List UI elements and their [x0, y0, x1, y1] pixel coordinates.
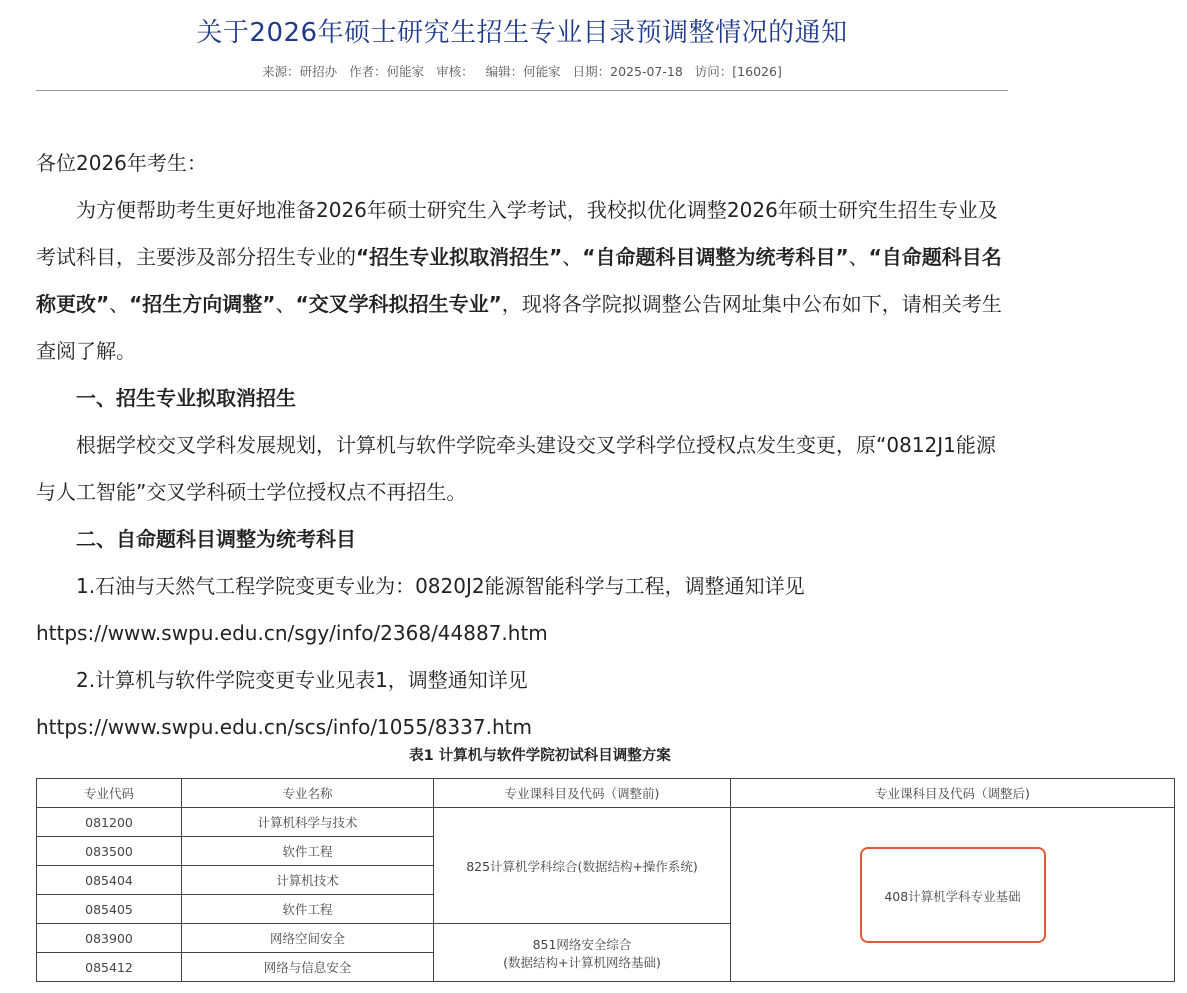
highlight-box: 408计算机学科专业基础: [860, 847, 1046, 943]
intro-sep-3: 、: [109, 292, 130, 316]
intro-sep-4: 、: [275, 292, 296, 316]
cell-code: 083900: [37, 924, 182, 953]
meta-reviewer: 审核：: [436, 64, 474, 79]
meta-editor: 编辑：何能家: [485, 64, 561, 79]
before-851-line2: (数据结构+计算机网络基础): [503, 954, 661, 970]
meta-visits: 访问：[16026]: [694, 64, 782, 79]
cell-code: 085404: [37, 866, 182, 895]
article-title: 关于2026年硕士研究生招生专业目录预调整情况的通知: [196, 18, 848, 48]
scs-notice-link[interactable]: https://www.swpu.edu.cn/scs/info/1055/8337.htm: [36, 715, 532, 739]
cell-name: 计算机技术: [182, 866, 434, 895]
cell-name: 软件工程: [182, 837, 434, 866]
highlight-direction: “招生方向调整”: [129, 292, 276, 316]
article-body: [36, 140, 1011, 751]
table-row: [37, 808, 1175, 837]
article-meta: [0, 62, 1044, 80]
header-after: 专业课科目及代码（调整后): [731, 779, 1175, 808]
header-name: 专业名称: [182, 779, 434, 808]
cell-code: 085412: [37, 953, 182, 982]
intro-sep-1: 、: [562, 245, 583, 269]
intro-tail: ，现将各学院拟调整公告网址集中公布如下，请相关考生查阅了解。: [36, 292, 1002, 363]
intro-paragraph: [36, 187, 1011, 375]
cell-name: 计算机科学与技术: [182, 808, 434, 837]
cell-before-825: 825计算机学科综合(数据结构+操作系统): [434, 808, 731, 924]
table1-caption: 表1 计算机与软件学院初试科目调整方案: [409, 748, 671, 764]
cell-name: 软件工程: [182, 895, 434, 924]
cell-code: 083500: [37, 837, 182, 866]
highlight-unified-exam: “自命题科目调整为统考科目”: [582, 245, 849, 269]
section2-heading: 二、自命题科目调整为统考科目: [76, 527, 356, 551]
header-code: 专业代码: [37, 779, 182, 808]
before-851-line1: 851网络安全综合: [532, 936, 632, 952]
cell-code: 081200: [37, 808, 182, 837]
meta-author: 作者：何能家: [349, 64, 425, 79]
intro-sep-2: 、: [848, 245, 869, 269]
header-before: 专业课科目及代码（调整前): [434, 779, 731, 808]
cell-name: 网络空间安全: [182, 924, 434, 953]
cell-before-851: [434, 924, 731, 982]
meta-source: 来源：研招办: [262, 64, 338, 79]
intro-text: 为方便帮助考生更好地准备2026年硕士研究生入学考试，我校拟优化调整2026年硕士研究生招生专业及考试科目，主要涉及部分招生专业的: [36, 198, 998, 269]
meta-date: 日期：2025-07-18: [572, 64, 683, 79]
highlight-rename: “自命题科目名称更改”: [36, 245, 1002, 316]
section2-item2-text: 2.计算机与软件学院变更专业见表1，调整通知详见: [76, 668, 528, 692]
section2-item1-text: 1.石油与天然气工程学院变更专业为：0820J2能源智能科学与工程，调整通知详见: [76, 574, 805, 598]
highlight-interdisciplinary: “交叉学科拟招生专业”: [295, 292, 502, 316]
section2-item2: [36, 657, 1011, 751]
section1-text: 根据学校交叉学科发展规划，计算机与软件学院牵头建设交叉学科学位授权点发生变更，原“0812J1能源与人工智能”交叉学科硕士学位授权点不再招生。: [36, 433, 996, 504]
cell-name: 网络与信息安全: [182, 953, 434, 982]
table1: [36, 778, 1175, 982]
section2-item1: [36, 563, 1011, 657]
cell-code: 085405: [37, 895, 182, 924]
greeting: 各位2026年考生：: [36, 151, 207, 175]
sgy-notice-link[interactable]: https://www.swpu.edu.cn/sgy/info/2368/44887.htm: [36, 621, 548, 645]
title-divider: [36, 90, 1008, 91]
highlight-cancel: “招生专业拟取消招生”: [356, 245, 563, 269]
table-header-row: [37, 779, 1175, 808]
section1-heading: 一、招生专业拟取消招生: [76, 386, 296, 410]
cell-after-408: [731, 808, 1175, 982]
